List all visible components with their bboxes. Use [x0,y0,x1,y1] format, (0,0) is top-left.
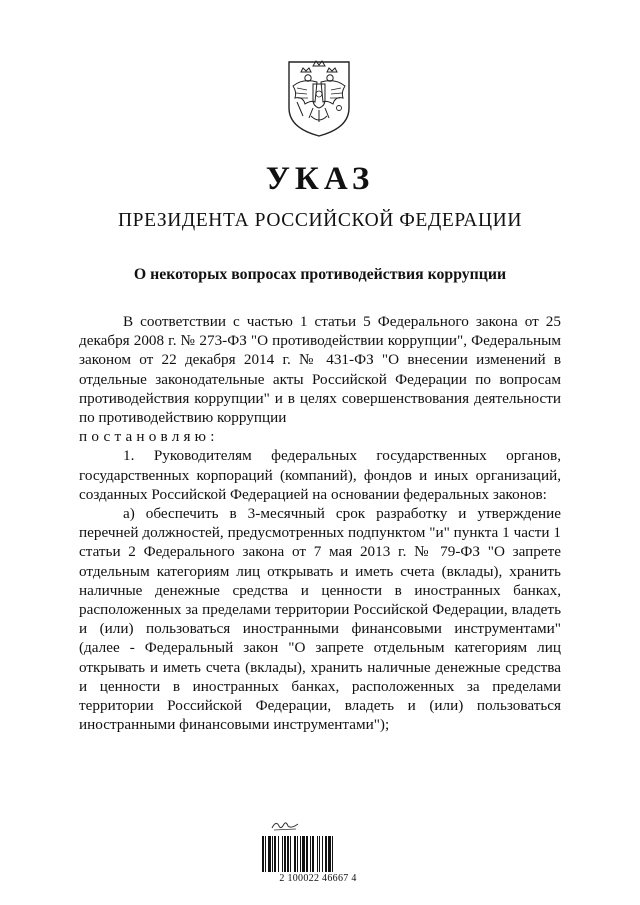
preamble-paragraph: В соответствии с частью 1 статьи 5 Федерального закона от 25 декабря 2008 г. № 273-ФЗ "О противодействии коррупции", Федеральным законом от 22 декабря 2014 г. № 431-ФЗ "О внесении изменений в отдельные законодательные акты Российской Федерации по вопросам противодействия коррупции" и в целях совершенствования деятельности по противодействию коррупции [79,313,561,427]
item-1a-paragraph: а) обеспечить в 3-месячный срок разработку и утверждение перечней должностей, предусмотренных подпунктом "и" пункта 1 части 1 статьи 2 Федерального закона от 7 мая 2013 г. № 79-ФЗ "О запрете отдельным категориям лиц открывать и иметь счета (вклады), хранить наличные денежные средства и ценности в иностранных банках, расположенных за пределами территории Российской Федерации, владеть и (или) пользоваться иностранными финансовыми инструментами" (далее - Федеральный закон "О запрете отдельным категориям лиц открывать и иметь счета (вклады), хранить наличные денежные средства и ценности в иностранных банках, расположенных за пределами территории Российской Федерации, владеть и (или) пользоваться иностранными финансовыми инструментами"); [79,505,561,734]
item-1-paragraph: 1. Руководителям федеральных государственных органов, государственных корпораций (компаний), фондов и иных организаций, созданных Российской Федерацией на основании федеральных законов: [79,447,561,503]
barcode-block [258,814,378,884]
barcode-number: 2 100022 46667 4 [279,873,357,884]
barcode-icon [258,836,378,872]
coat-of-arms-icon [283,56,355,140]
decree-word: постановляю: [79,428,219,446]
document-body [79,312,561,734]
document-subtitle: ПРЕЗИДЕНТА РОССИЙСКОЙ ФЕДЕРАЦИИ [117,210,523,231]
signature-icon [270,818,300,832]
document-title: УКАЗ [265,161,375,197]
document-heading: О некоторых вопросах противодействия коррупции [133,266,507,283]
